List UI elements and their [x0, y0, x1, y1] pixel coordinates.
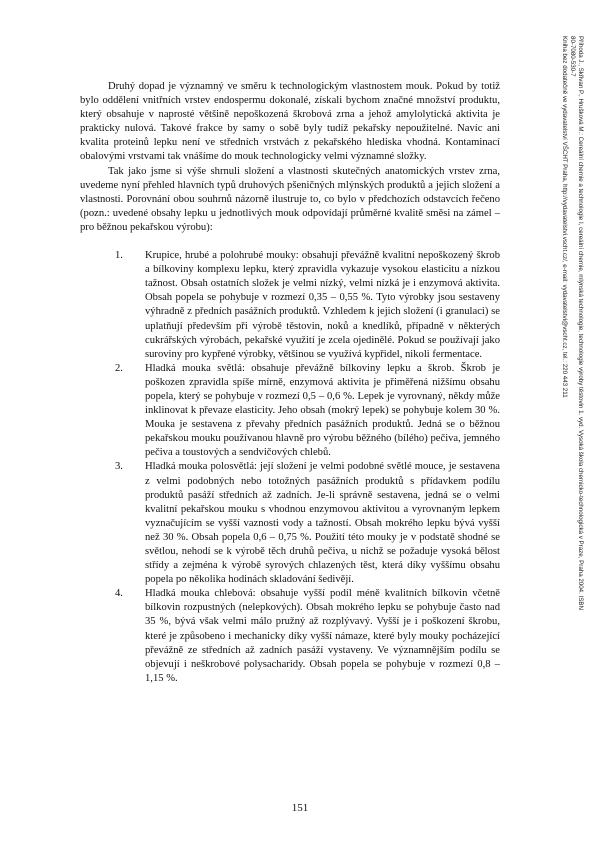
citation-side-note: [560, 36, 584, 836]
list-item-text: Hladká mouka polosvětlá: její složení je velmi podobné světlé mouce, je sestavena z velmi podobných nebo totožných pasážních produktů s přídavkem podílu produktů pasáží středních až zadních. Je-li správně sestavena, jedná se o velmi kvalitní pekařskou mouku s vhodnou enzymovou aktivitou a vyrovnaným lepkem vyznačujícím se vyšší vaznosti vody a tažností. Obsah mokrého lepku bývá vyšší než 30 %. Obsah popela 0,6 – 0,75 %. Použití této mouky je v podstatě shodné se světlou, nehodí se k výrobě těch druhů pečiva, u nichž se požaduje vysoká bělost střídy a zejména k výrobě syrových chlazených těst, která díky vyššímu obsahu popela po několika hodinách skladování šedivějí.: [145, 461, 500, 586]
list-item: [80, 249, 500, 362]
list-item-text: Hladká mouka světlá: obsahuje převážně bílkoviny lepku a škrob. Škrob je poškozen zpravidla spíše mírně, enzymová aktivita je přiměřená nižšímu obsahu popela, který se pohybuje v rozmezí 0,5 – 0,6 %. Lepek je vyrovnaný, někdy může inklinovat k převaze elasticity. Jeho obsah (mokrý lepek) se pohybuje kolem 30 %. Mouka je sestavena z převahy předních pasážních produktů. Jedná se o běžnou pekařskou mouku používanou hlavně pro výrobu běžného (bílého) pečiva, jemného pečiva a toustových a sendvičových chlebů.: [145, 362, 500, 459]
page-number: 151: [291, 802, 309, 814]
list-item-number: 2.: [115, 362, 123, 374]
list-item-number: 3.: [115, 461, 123, 473]
paragraph-1: Druhý dopad je významný ve směru k technologickým vlastnostem mouk. Pokud by totiž bylo oddělení vnitřních vrstev endospermu dokonalé, získali bychom značné množství produktu, který obsahuje v naprosté většině nepoškozená škrobová zrna a jehož amylolytická aktivita je prakticky nulová. Takové frakce by samy o sobě byly tudíž pekařsky nepoužitelné. Navíc ani kvalita proteinů lepku není ve středních vrstvách z pekařského hlediska vhodná. Kontaminací obalovými vrstvami tak vnášíme do mouk technologicky velmi významné složky.: [80, 81, 500, 163]
paragraph-2: Tak jako jsme si výše shrnuli složení a vlastnosti skutečných anatomických vrstev zrna, uvedeme nyní přehled hlavních typů druhových pšeničných mlýnských produktů a jejich složení a vlastnosti. Porovnání obou souhrnů názorně ilustruje to, co bylo v předchozích odstavcích řečeno (pozn.: uvedené obsahy lepku u jednotlivých mouk odpovídají průměrné kvalitě směsi na zámel – pro běžnou pekařskou výrobu):: [80, 165, 500, 233]
list-item: [80, 587, 500, 686]
list-item-text: Hladká mouka chlebová: obsahuje vyšší podíl méně kvalitních bílkovin včetně bílkovin rozpustných (nelepkových). Obsah mokrého lepku se pohybuje často nad 35 %, bývá však velmi málo pružný až rozplývavý. Vyšší je i poškození škrobu, které je způsobeno i mechanicky díky vyšší námaze, které byly mouky pocházející převážně ze středních až zadních pasáží vystaveny. Ve významnějším podílu se objevují i neškrobové polysacharidy. Obsah popela se pohybuje v rozmezí 0,8 – 1,15 %.: [145, 588, 500, 684]
body-text: [80, 80, 500, 686]
list-item: [80, 460, 500, 587]
list-item-number: 1.: [115, 250, 123, 262]
citation-line-2: 80-7080-530-7: [569, 36, 576, 77]
list-item-number: 4.: [115, 588, 123, 600]
citation-line-1: Příhoda J., Skřivan P., Hrušková M.: Cereální chemie a technologie I, cereální chemie, mlýnská technologie, technologie výroby těstovin 1. vyd. Vysoká škola chemicko-technologická v Praze, Praha 2004. ISBN: [577, 36, 584, 611]
list-item-text: Krupice, hrubé a polohrubé mouky: obsahují převážně kvalitní nepoškozený škrob a bílkoviny komplexu lepku, který zpravidla vykazuje vysokou elasticitu a nízkou tažnost. Obsah ostatních složek je velmi nízký, velmi nízká je i enzymová aktivita. Obsah popela se pohybuje v rozmezí 0,35 – 0,55 %. Tyto výrobky jsou sestaveny výhradně z předních pasážních produktů. Vzhledem k jejich složení (i granulaci) se uplatňují především při výrobě těstovin, noků a knedlíků, případně v některých cukrářských výrobách, pekařské využití je zcela ojedinělé. Pokud se používají jako suroviny pro kypřené výrobky, většinou se využívá kypřidel, nikoli fermentace.: [145, 250, 500, 360]
flour-types-list: [80, 249, 500, 686]
citation-line-3: Kniha bez dodatečně ve vydavatelství VŠCHT Praha, http://vydavatelstvi.vscht.cz/, e-mail: vydavatelstvi@vscht.cz, tel.: 220 443 211: [561, 36, 568, 398]
list-item: [80, 362, 500, 461]
